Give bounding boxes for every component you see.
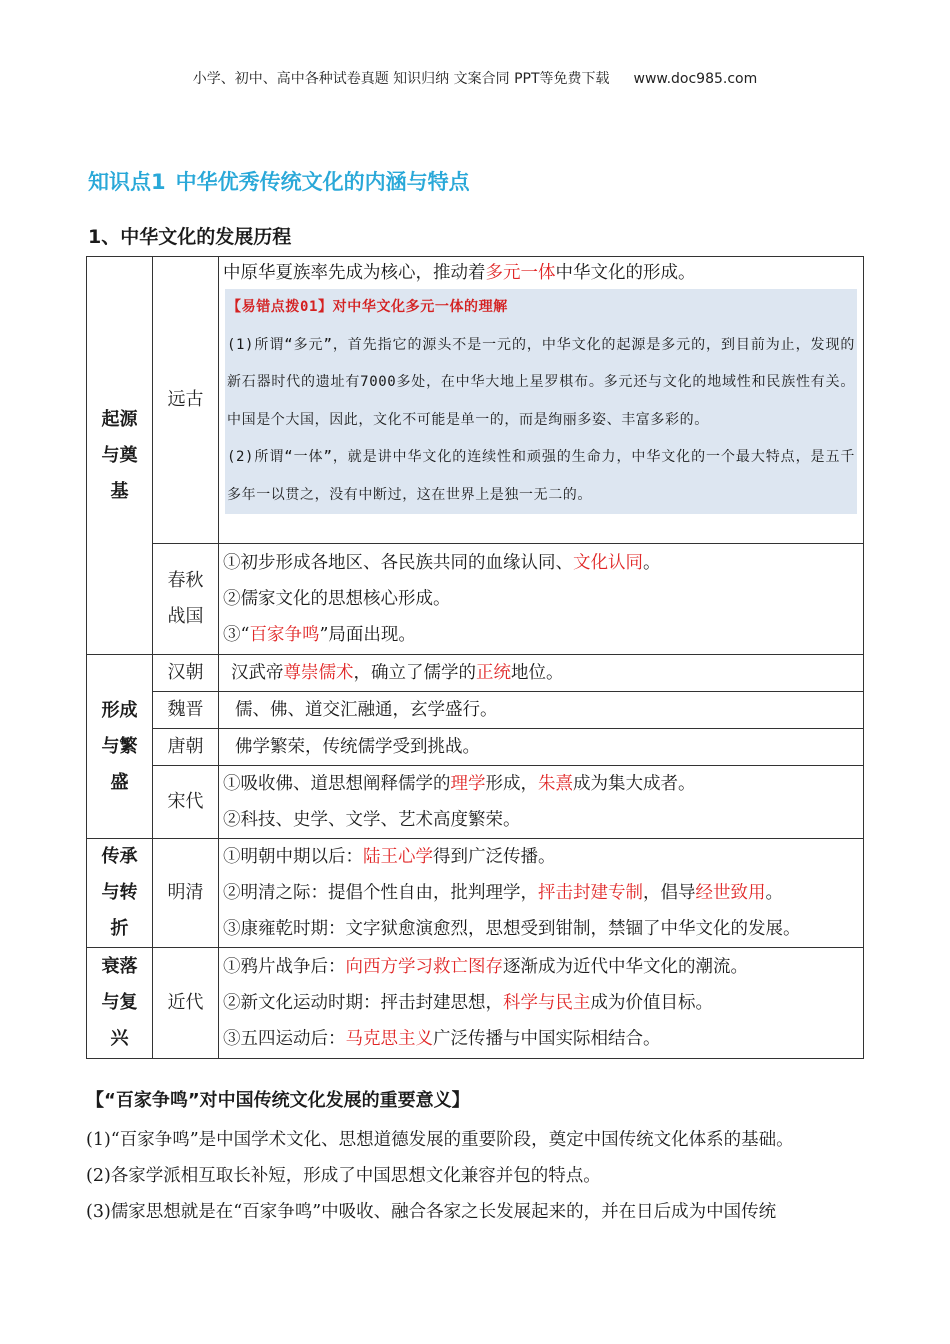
period-cell: 汉朝	[153, 655, 219, 692]
content-line: ③“百家争鸣”局面出现。	[223, 625, 416, 645]
content-line: ②新文化运动时期：抨击封建思想，科学与民主成为价值目标。	[223, 993, 713, 1013]
period-cell: 唐朝	[153, 729, 219, 766]
list-item: (3)儒家思想就是在“百家争鸣”中吸收、融合各家之长发展起来的，并在日后成为中国传统	[86, 1202, 777, 1222]
content-cell	[219, 948, 864, 1059]
content-line: 儒、佛、道交汇融通，玄学盛行。	[235, 700, 498, 720]
content-cell	[219, 839, 864, 948]
content-line: 汉武帝尊崇儒术，确立了儒学的正统地位。	[231, 663, 564, 683]
stage-cell: 形成与繁盛	[87, 655, 153, 839]
error-tip-box	[225, 289, 857, 514]
content-cell	[219, 257, 864, 544]
content-line: ①初步形成各地区、各民族共同的血缘认同、文化认同。	[223, 553, 661, 573]
period-cell: 魏晋	[153, 692, 219, 729]
content-line: ③康雍乾时期：文字狱愈演愈烈，思想受到钳制，禁锢了中华文化的发展。	[223, 919, 801, 939]
table-row	[87, 655, 864, 692]
stage-cell: 衰落与复兴	[87, 948, 153, 1059]
period-cell: 春秋战国	[153, 544, 219, 655]
section-heading: 【“百家争鸣”对中国传统文化发展的重要意义】	[86, 1090, 470, 1111]
section-subtitle: 1、中华文化的发展历程	[88, 226, 292, 248]
content-line: ②儒家文化的思想核心形成。	[223, 589, 451, 609]
content-line: ②科技、史学、文学、艺术高度繁荣。	[223, 810, 521, 830]
header-site[interactable]: www.doc985.com	[633, 71, 758, 87]
tip-paragraph: (2)所谓“一体”，就是讲中华文化的连续性和顽强的生命力，中华文化的一个最大特点，是五千多年一以贯之，没有中断过，这在世界上是独一无二的。	[227, 449, 855, 503]
table-row	[87, 839, 864, 948]
content-line: ①吸收佛、道思想阐释儒学的理学形成，朱熹成为集大成者。	[223, 774, 696, 794]
title-text: 中华优秀传统文化的内涵与特点	[175, 170, 470, 194]
title-prefix: 知识点1	[88, 170, 166, 194]
period-cell: 近代	[153, 948, 219, 1059]
content-line: ①鸦片战争后：向西方学习救亡图存逐渐成为近代中华文化的潮流。	[223, 957, 748, 977]
table-row	[87, 692, 864, 729]
content-cell	[219, 766, 864, 839]
table-row	[87, 948, 864, 1059]
table-row	[87, 544, 864, 655]
content-line: ①明朝中期以后：陆王心学得到广泛传播。	[223, 847, 556, 867]
table-row	[87, 766, 864, 839]
list-item: (2)各家学派相互取长补短，形成了中国思想文化兼容并包的特点。	[86, 1166, 601, 1186]
content-line: 佛学繁荣，传统儒学受到挑战。	[235, 737, 480, 757]
content-line: ③五四运动后：马克思主义广泛传播与中国实际相结合。	[223, 1029, 661, 1049]
page-header	[0, 68, 950, 88]
history-table	[86, 256, 864, 1059]
content-line: ②明清之际：提倡个性自由，批判理学，抨击封建专制，倡导经世致用。	[223, 883, 783, 903]
stage-cell: 起源与奠基	[87, 257, 153, 655]
content-cell	[219, 729, 864, 766]
page-title	[88, 166, 470, 196]
content-cell	[219, 544, 864, 655]
list-item: (1)“百家争鸣”是中国学术文化、思想道德发展的重要阶段，奠定中国传统文化体系的基础。	[86, 1130, 794, 1150]
header-text: 小学、初中、高中各种试卷真题 知识归纳 文案合同 PPT等免费下载	[192, 71, 610, 87]
table-row	[87, 729, 864, 766]
tip-paragraph: (1)所谓“多元”，首先指它的源头不是一元的，中华文化的起源是多元的，到目前为止，发现的新石器时代的遗址有7000多处，在中华大地上星罗棋布。多元还与文化的地域性和民族性有关。中国是个大国，因此，文化不可能是单一的，而是绚丽多姿、丰富多彩的。	[227, 336, 855, 428]
period-cell: 宋代	[153, 766, 219, 839]
content-line: 中原华夏族率先成为核心，推动着多元一体中华文化的形成。	[223, 263, 696, 283]
period-cell: 明清	[153, 839, 219, 948]
table-row	[87, 257, 864, 544]
tip-title: 【易错点拨01】对中华文化多元一体的理解	[227, 299, 508, 315]
content-cell	[219, 655, 864, 692]
content-cell	[219, 692, 864, 729]
stage-cell: 传承与转折	[87, 839, 153, 948]
period-cell: 远古	[153, 257, 219, 544]
